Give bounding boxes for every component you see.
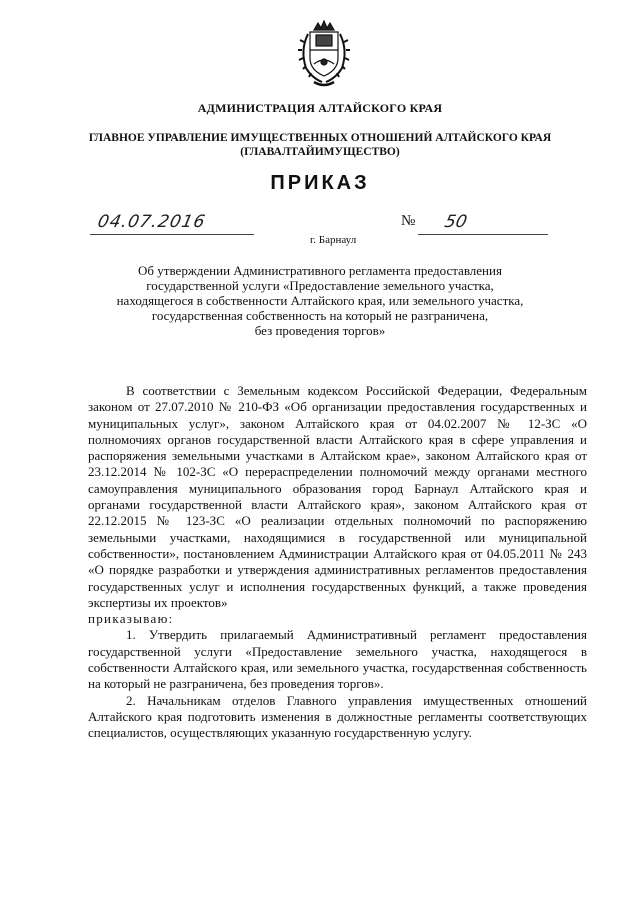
handwritten-date: 04.07.2016 xyxy=(95,212,208,232)
number-field xyxy=(418,212,548,235)
handwritten-number: 50 xyxy=(442,212,469,232)
department-title xyxy=(0,131,640,159)
subject-line: без проведения торгов» xyxy=(254,323,386,338)
order-item-2: 2. Начальникам отделов Главного управления имущественных отношений Алтайского края подготовить изменения в должностные регламенты соответствующих специалистов, осуществляющих указанную государственную услугу. xyxy=(88,692,587,741)
department-name: ГЛАВНОЕ УПРАВЛЕНИЕ ИМУЩЕСТВЕННЫХ ОТНОШЕНИЙ АЛТАЙСКОГО КРАЯ xyxy=(88,132,552,144)
order-body xyxy=(88,383,587,742)
subject-line: государственная собственность на который не разграничена, xyxy=(151,308,489,323)
order-item-1: 1. Утвердить прилагаемый Административный регламент предоставления государственной услуги «Предоставление земельного участка, находящегося в собственности Алтайского края, или земельного участка, государственная собственность на который не разграничена, без проведения торгов». xyxy=(88,627,587,692)
subject-line: Об утверждении Административного регламента предоставления xyxy=(138,263,502,278)
number-label: № xyxy=(401,213,416,229)
preamble-paragraph: В соответствии с Земельным кодексом Российской Федерации, Федеральным законом от 27.07.2010 № 210-ФЗ «Об организации предоставления государственных и муниципальных услуг», законом Алтайского края от 04.02.2007 № 12-ЗС «О полномочиях органов государственной власти Алтайского края в сфере управления и распоряжения земельными участками в Алтайском крае», законом Алтайского края от 23.12.2014 № 102-ЗС «О перераспределении полномочий между органами местного самоуправления муниципального образования город Барнаул Алтайского края и органами государственной власти Алтайского края», законом Алтайского края от 22.12.2015 № 123-ЗС «О реализации отдельных полномочий по распоряжению земельными участками, находящимися в государственной или муниципальной собственности», постановлением Администрации Алтайского края от 04.05.2011 № 243 «О порядке разработки и утверждения административных регламентов предоставления государственных услуг и исполнения государственных функций, а также проведения экспертизы их проектов» xyxy=(88,383,587,610)
date-field xyxy=(90,212,254,235)
altai-krai-coat-of-arms-icon xyxy=(296,20,352,88)
order-word: приказываю: xyxy=(88,611,174,627)
subject-line: государственной услуги «Предоставление земельного участка, xyxy=(146,278,494,293)
document-type: ПРИКАЗ xyxy=(270,172,370,194)
order-subject xyxy=(70,263,570,338)
subject-line: находящегося в собственности Алтайского края, или земельного участка, xyxy=(116,293,524,308)
city: г. Барнаул xyxy=(310,234,357,246)
administration-title: АДМИНИСТРАЦИЯ АЛТАЙСКОГО КРАЯ xyxy=(197,101,443,115)
department-abbrev: (ГЛАВАЛТАЙИМУЩЕСТВО) xyxy=(240,146,400,158)
